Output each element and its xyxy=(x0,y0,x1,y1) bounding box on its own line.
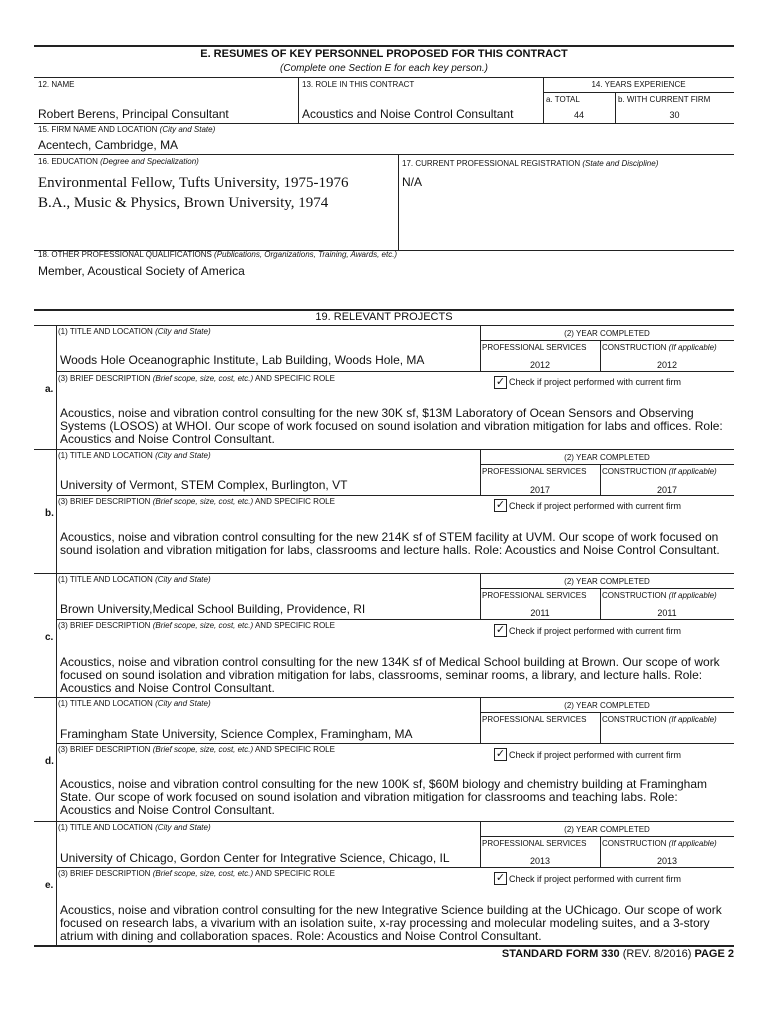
check-label: Check if project performed with current firm xyxy=(509,377,682,387)
project-description: Acoustics, noise and vibration control consulting for the new 100K sf, $60M biology and chemistry building at Framingham State. Our scope of work focused on sound isolation and vibration mitigation for classrooms and teaching labs. Role: Acoustics and Noise Control Consultant. xyxy=(60,777,708,817)
check-label: Check if project performed with current firm xyxy=(509,501,682,511)
year-completed-label: (2) YEAR COMPLETED xyxy=(564,701,650,710)
title-location-label: (1) TITLE AND LOCATION (City and State) xyxy=(58,699,211,708)
project-description: Acoustics, noise and vibration control consulting for the new 134K sf of Medical School building at Brown. Our scope of work focused on sound isolation and vibration mitigation for labs, classrooms, seminar rooms, a library, and lecture halls. Role: Acoustics and Noise Control Consultant. xyxy=(60,655,720,695)
title-location-label: (1) TITLE AND LOCATION (City and State) xyxy=(58,823,211,832)
current-firm-checkbox[interactable]: ✓ xyxy=(495,748,506,760)
section-title: E. RESUMES OF KEY PERSONNEL PROPOSED FOR THIS CONTRACT xyxy=(200,48,568,60)
education-item: Environmental Fellow, Tufts University, 1975-1976 xyxy=(38,175,349,191)
name-label: 12. NAME xyxy=(38,80,75,89)
years-with-firm: 30 xyxy=(669,110,680,120)
year-completed-label: (2) YEAR COMPLETED xyxy=(564,577,650,586)
prof-services-label: PROFESSIONAL SERVICES xyxy=(482,839,587,848)
project-description: Acoustics, noise and vibration control consulting for the new 30K sf, $13M Laboratory of Ocean Sensors and Observing Systems (LOSOS) at WHOI. Our scope of work focused on sound isolation and vibration mitigation for labs and offices. Role: Acoustics and Noise Control Consultant. xyxy=(60,406,723,446)
current-firm-checkbox[interactable]: ✓ xyxy=(495,376,506,388)
construction-label: CONSTRUCTION (If applicable) xyxy=(602,467,717,476)
project-description: Acoustics, noise and vibration control consulting for the new 214K sf of STEM facility at UVM. Our scope of work focused on sound isolation and vibration mitigation for labs, classrooms and lecture halls. Role: Acoustics and Noise Control Consultant. xyxy=(60,530,720,557)
education-label: 16. EDUCATION (Degree and Specialization) xyxy=(38,157,199,166)
role-label: 13. ROLE IN THIS CONTRACT xyxy=(302,80,415,89)
const-year: 2013 xyxy=(656,856,678,866)
brief-desc-label: (3) BRIEF DESCRIPTION (Brief scope, size, cost, etc.) AND SPECIFIC ROLE xyxy=(58,745,335,754)
project-letter: d. xyxy=(45,756,54,767)
years-label: 14. YEARS EXPERIENCE xyxy=(591,80,686,89)
const-year: 2011 xyxy=(657,608,677,618)
project-letter: b. xyxy=(45,508,54,519)
year-completed-label: (2) YEAR COMPLETED xyxy=(564,825,650,834)
firm-label: 15. FIRM NAME AND LOCATION (City and State) xyxy=(38,125,216,134)
brief-desc-label: (3) BRIEF DESCRIPTION (Brief scope, size, cost, etc.) AND SPECIFIC ROLE xyxy=(58,374,335,383)
person-name: Robert Berens, Principal Consultant xyxy=(38,107,229,121)
check-label: Check if project performed with current firm xyxy=(509,750,682,760)
brief-desc-label: (3) BRIEF DESCRIPTION (Brief scope, size, cost, etc.) AND SPECIFIC ROLE xyxy=(58,621,335,630)
prof-services-label: PROFESSIONAL SERVICES xyxy=(482,715,587,724)
with-firm-label: b. WITH CURRENT FIRM xyxy=(618,95,711,104)
current-firm-checkbox[interactable]: ✓ xyxy=(495,624,506,636)
person-role: Acoustics and Noise Control Consultant xyxy=(302,107,514,121)
construction-label: CONSTRUCTION (If applicable) xyxy=(602,591,717,600)
education-item: B.A., Music & Physics, Brown University, 1974 xyxy=(38,195,329,211)
prof-services-label: PROFESSIONAL SERVICES xyxy=(482,467,587,476)
project-letter: c. xyxy=(45,632,54,643)
firm-name: Acentech, Cambridge, MA xyxy=(38,138,179,152)
project-title: Framingham State University, Science Complex, Framingham, MA xyxy=(60,727,413,741)
prof-year: 2011 xyxy=(530,608,550,618)
prof-services-label: PROFESSIONAL SERVICES xyxy=(482,591,587,600)
year-completed-label: (2) YEAR COMPLETED xyxy=(564,329,650,338)
form-footer: STANDARD FORM 330 (REV. 8/2016) PAGE 2 xyxy=(501,948,734,960)
project-title: Woods Hole Oceanographic Institute, Lab Building, Woods Hole, MA xyxy=(60,353,425,367)
title-location-label: (1) TITLE AND LOCATION (City and State) xyxy=(58,451,211,460)
qualifications-value: Member, Acoustical Society of America xyxy=(38,264,245,278)
title-location-label: (1) TITLE AND LOCATION (City and State) xyxy=(58,575,211,584)
prof-year: 2012 xyxy=(529,360,551,370)
registration-label: 17. CURRENT PROFESSIONAL REGISTRATION (State and Discipline) xyxy=(402,159,659,168)
qualifications-label: 18. OTHER PROFESSIONAL QUALIFICATIONS (Publications, Organizations, Training, Awards, etc.) xyxy=(38,250,398,259)
total-label: a. TOTAL xyxy=(546,95,580,104)
construction-label: CONSTRUCTION (If applicable) xyxy=(602,343,717,352)
prof-services-label: PROFESSIONAL SERVICES xyxy=(482,343,587,352)
year-completed-label: (2) YEAR COMPLETED xyxy=(564,453,650,462)
check-label: Check if project performed with current firm xyxy=(509,626,682,636)
construction-label: CONSTRUCTION (If applicable) xyxy=(602,839,717,848)
prof-year: 2013 xyxy=(529,856,551,866)
registration-value: N/A xyxy=(402,175,423,189)
construction-label: CONSTRUCTION (If applicable) xyxy=(602,715,717,724)
project-letter: e. xyxy=(45,880,54,891)
brief-desc-label: (3) BRIEF DESCRIPTION (Brief scope, size, cost, etc.) AND SPECIFIC ROLE xyxy=(58,497,335,506)
brief-desc-label: (3) BRIEF DESCRIPTION (Brief scope, size, cost, etc.) AND SPECIFIC ROLE xyxy=(58,869,335,878)
years-total: 44 xyxy=(573,110,584,120)
relevant-projects-title: 19. RELEVANT PROJECTS xyxy=(315,311,453,323)
current-firm-checkbox[interactable]: ✓ xyxy=(495,499,506,511)
const-year: 2012 xyxy=(656,360,678,370)
project-title: Brown University,Medical School Building, Providence, RI xyxy=(60,602,366,616)
title-location-label: (1) TITLE AND LOCATION (City and State) xyxy=(58,327,211,336)
project-title: University of Chicago, Gordon Center for Integrative Science, Chicago, IL xyxy=(60,851,450,865)
project-letter: a. xyxy=(45,384,54,395)
current-firm-checkbox[interactable]: ✓ xyxy=(495,872,506,884)
section-subtitle: (Complete one Section E for each key person.) xyxy=(280,63,488,74)
project-description: Acoustics, noise and vibration control consulting for the new Integrative Science building at the UChicago. Our scope of work focused on research labs, a vivarium with an isolation suite, x-ray processing and molecular modeling suites, and a 3-story atrium with dining and collaboration spaces. Role: Acoustics and Noise Control Consultant. xyxy=(60,903,722,943)
check-label: Check if project performed with current firm xyxy=(509,874,682,884)
project-title: University of Vermont, STEM Complex, Burlington, VT xyxy=(60,478,348,492)
prof-year: 2017 xyxy=(529,485,551,495)
const-year: 2017 xyxy=(656,485,678,495)
